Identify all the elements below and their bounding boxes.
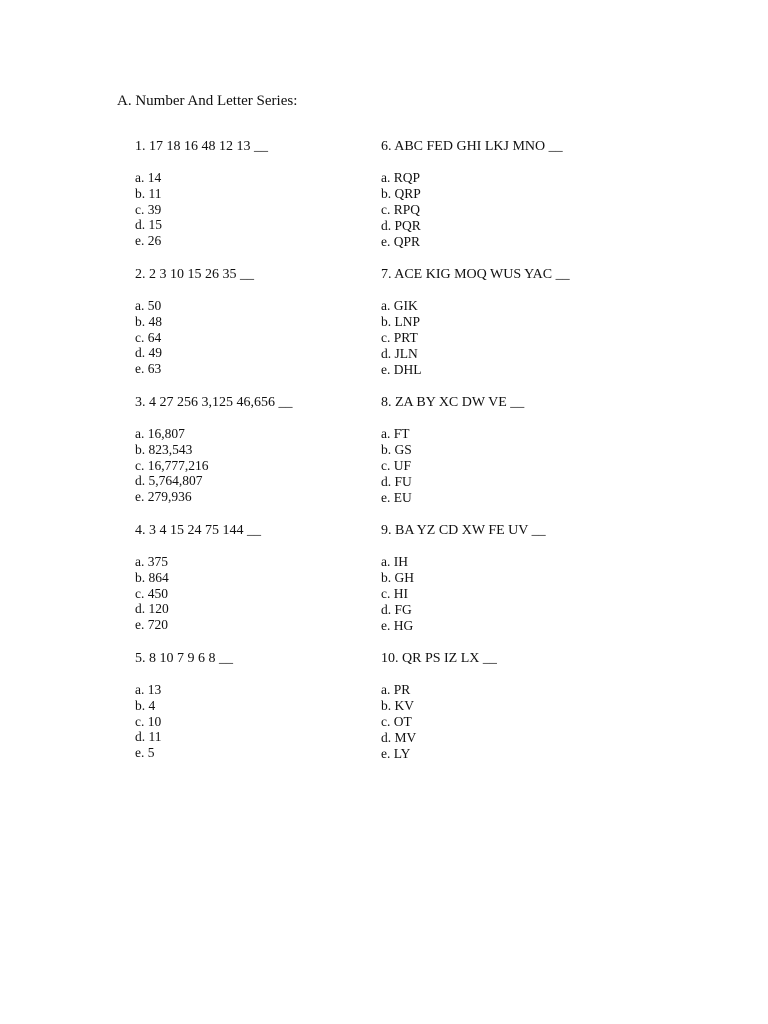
section-heading: A. Number And Letter Series: [117,93,298,109]
option-b: b. 823,543 [135,441,193,457]
option-c: c. 450 [135,585,168,601]
option-a: a. 16,807 [135,426,185,441]
option-a: a. 375 [135,554,168,569]
option-b: b. LNP [381,314,421,329]
option-d: d. 49 [135,345,162,361]
option-c: c. UF [381,458,411,473]
option-c: c. 64 [135,329,162,345]
option-e: e. 5 [135,745,155,761]
answer-options [135,170,365,249]
option-d: d. 120 [135,601,169,617]
answer-options [135,682,365,761]
option-a: a. GIK [381,298,418,313]
option-e: e. 279,936 [135,489,192,505]
option-b: b. 864 [135,569,169,585]
question-text: 1. 17 18 16 48 12 13 __ [135,139,268,154]
question-1 [135,138,365,266]
answer-options [381,298,611,378]
question-text: 9. BA YZ CD XW FE UV __ [381,523,546,538]
question-6 [381,138,611,266]
answer-options [381,682,611,762]
option-b: b. GS [381,442,412,457]
question-9 [381,522,611,650]
option-d: d. FG [381,602,412,617]
option-c: c. 10 [135,713,162,729]
question-text: 2. 2 3 10 15 26 35 __ [135,267,254,282]
question-2 [135,266,365,394]
answer-options [135,554,365,633]
answer-options [135,298,365,377]
option-a: a. IH [381,554,408,569]
option-a: a. RQP [381,170,421,185]
question-text: 5. 8 10 7 9 6 8 __ [135,651,233,666]
option-c: c. PRT [381,330,418,345]
question-10 [381,650,611,778]
option-c: c. RPQ [381,202,421,217]
option-d: d. PQR [381,218,421,233]
option-d: d. JLN [381,346,418,361]
option-e: e. 720 [135,617,168,633]
question-text: 6. ABC FED GHI LKJ MNO __ [381,139,563,154]
option-c: c. OT [381,714,412,729]
option-d: d. FU [381,474,412,489]
question-3 [135,394,365,522]
answer-options [381,554,611,634]
option-a: a. FT [381,426,410,441]
option-b: b. 48 [135,313,162,329]
option-a: a. 13 [135,682,162,697]
right-column [381,138,611,778]
answer-options [135,426,365,505]
question-7 [381,266,611,394]
option-d: d. MV [381,730,417,745]
option-d: d. 11 [135,729,162,745]
option-c: c. HI [381,586,408,601]
option-e: e. LY [381,746,411,761]
question-text: 7. ACE KIG MOQ WUS YAC __ [381,267,570,282]
option-a: a. 14 [135,170,162,185]
option-a: a. PR [381,682,411,697]
option-b: b. 4 [135,697,156,713]
question-text: 8. ZA BY XC DW VE __ [381,395,525,410]
question-4 [135,522,365,650]
option-e: e. 26 [135,233,162,249]
option-d: d. 5,764,807 [135,473,203,489]
answer-options [381,170,611,250]
question-text: 4. 3 4 15 24 75 144 __ [135,523,261,538]
option-b: b. QRP [381,186,421,201]
option-d: d. 15 [135,217,162,233]
option-b: b. GH [381,570,414,585]
question-5 [135,650,365,778]
question-text: 10. QR PS IZ LX __ [381,651,497,666]
question-text: 3. 4 27 256 3,125 46,656 __ [135,395,293,410]
option-e: e. EU [381,490,412,505]
option-b: b. 11 [135,185,162,201]
option-e: e. 63 [135,361,162,377]
option-e: e. DHL [381,362,422,377]
option-b: b. KV [381,698,414,713]
left-column [135,138,365,778]
option-c: c. 39 [135,201,162,217]
option-a: a. 50 [135,298,162,313]
option-e: e. QPR [381,234,421,249]
answer-options [381,426,611,506]
option-e: e. HG [381,618,414,633]
option-c: c. 16,777,216 [135,457,209,473]
question-8 [381,394,611,522]
